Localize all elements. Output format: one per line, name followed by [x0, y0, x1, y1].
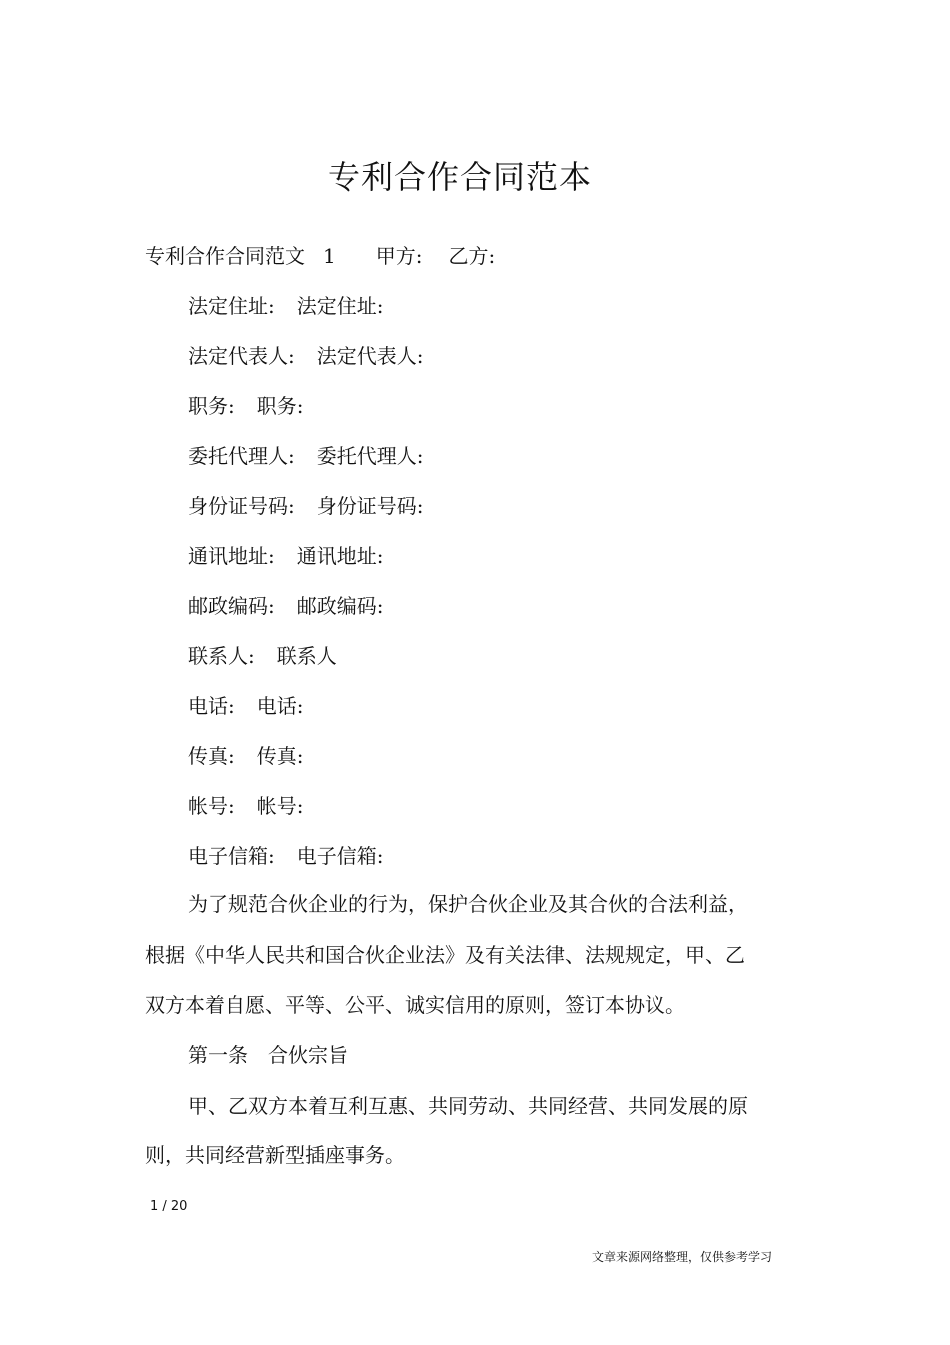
field-row	[188, 392, 304, 420]
field-row	[188, 542, 384, 570]
field-label-a: 委托代理人:	[188, 444, 295, 468]
field-label-a: 帐号:	[188, 794, 235, 818]
field-label-b: 邮政编码:	[296, 594, 384, 618]
paragraph-line: 双方本着自愿、平等、公平、诚实信用的原则，签订本协议。	[145, 993, 685, 1017]
paragraph-line: 甲、乙双方本着互利互惠、共同劳动、共同经营、共同发展的原	[188, 1094, 748, 1118]
field-row	[188, 442, 424, 470]
field-label-a: 联系人:	[188, 644, 255, 668]
field-row	[188, 592, 384, 620]
field-label-b: 电子信箱:	[296, 844, 384, 868]
field-label-a: 电子信箱:	[188, 844, 275, 868]
field-label-b: 帐号:	[256, 794, 304, 818]
field-row	[188, 342, 424, 370]
field-label-b: 职务:	[256, 394, 304, 418]
field-label-b: 电话:	[256, 694, 304, 718]
field-label-a: 法定住址:	[188, 294, 275, 318]
field-row	[188, 492, 424, 520]
footer-note: 文章来源网络整理，仅供参考学习	[592, 1250, 773, 1264]
document-title: 专利合作合同范本	[327, 158, 592, 196]
intro-label: 专利合作合同范文	[145, 244, 305, 268]
field-label-b: 法定住址:	[296, 294, 384, 318]
field-label-a: 身份证号码:	[188, 494, 295, 518]
field-label-b: 通讯地址:	[296, 544, 384, 568]
article-heading	[188, 1041, 348, 1069]
party-b-label: 乙方:	[448, 244, 496, 268]
field-label-a: 电话:	[188, 694, 235, 718]
field-row	[188, 692, 304, 720]
paragraph-line: 为了规范合伙企业的行为，保护合伙企业及其合伙的合法利益，	[188, 892, 748, 916]
field-row	[188, 842, 384, 870]
field-label-b: 委托代理人:	[316, 444, 424, 468]
field-label-a: 传真:	[188, 744, 235, 768]
field-row	[188, 642, 337, 670]
article-title: 合伙宗旨	[268, 1043, 348, 1067]
party-a-label: 甲方:	[375, 244, 423, 268]
intro-number: 1	[323, 244, 336, 268]
field-label-b: 法定代表人:	[316, 344, 424, 368]
paragraph-line: 则，共同经营新型插座事务。	[145, 1143, 405, 1167]
field-label-b: 身份证号码:	[316, 494, 424, 518]
field-row	[188, 792, 304, 820]
intro-line	[145, 242, 495, 270]
page-number: 1 / 20	[150, 1199, 188, 1214]
paragraph-line: 根据《中华人民共和国合伙企业法》及有关法律、法规规定，甲、乙	[145, 943, 745, 967]
field-label-a: 邮政编码:	[188, 594, 275, 618]
field-label-a: 法定代表人:	[188, 344, 295, 368]
field-row	[188, 742, 304, 770]
article-number: 第一条	[188, 1043, 248, 1067]
field-label-b: 传真:	[256, 744, 304, 768]
field-label-b: 联系人	[276, 644, 337, 668]
field-row	[188, 292, 384, 320]
field-label-a: 通讯地址:	[188, 544, 275, 568]
field-label-a: 职务:	[188, 394, 235, 418]
